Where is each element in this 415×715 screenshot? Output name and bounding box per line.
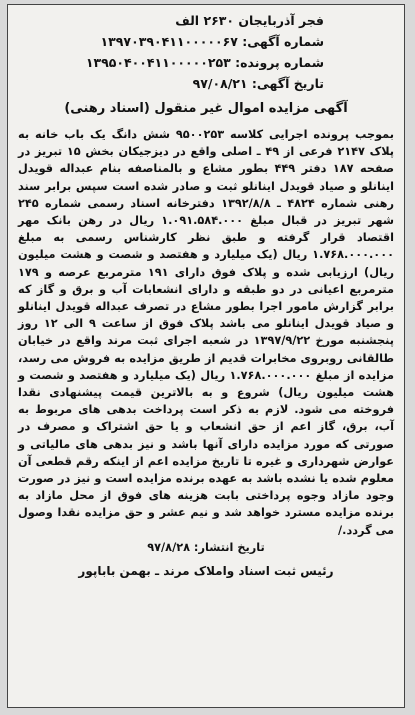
notice-title: آگهی مزایده اموال غیر منقول (اسناد رهنی) [64,101,348,116]
case-number: شماره پرونده: ۱۳۹۵۰۴۰۰۴۱۱۰۰۰۰۰۲۵۳ [85,55,324,70]
notice-date: تاریخ آگهی: ۹۷/۰۸/۲۱ [192,76,324,91]
notice-number: شماره آگهی: ۱۳۹۷۰۳۹۰۴۱۱۰۰۰۰۰۶۷ [100,34,324,49]
newspaper-code: فجر آذربایجان ۲۶۳۰ الف [175,13,324,28]
signature-line: رئیس ثبت اسناد واملاک مرند ـ بهمن باباپور [78,563,334,578]
publish-date: تاریخ انتشار: ۹۷/۸/۲۸ [147,540,265,554]
auction-notice [7,4,405,708]
notice-body: بموجب پرونده اجرایی کلاسه ۹۵۰۰۲۵۳ شش دانگ یک باب خانه به پلاک ۲۱۴۷ فرعی از ۴۹ ـ اصلی واقع در دیزجیکان بخش ۱۵ تبریز در صفحه ۱۸۷ دفتر ۴۴۹ بطور مشاع و بالمناصفه بنام عبداله قویدل اینانلو و صیاد قویدل اینانلو ثبت و صادر شده است سپس برابر سند رهنی شماره ۴۸۲۴ ـ ۱۳۹۲/۸/۸ دفترخانه اسناد رسمی شماره ۲۴۵ شهر تبریز در قبال مبلغ ۱.۰۹۱.۵۸۴.۰۰۰ ریال در رهن بانک مهر اقتصاد قرار گرفته و طبق نظر کارشناس رسمی به مبلغ ۱.۷۶۸.۰۰۰.۰۰۰ ریال (یک میلیارد و هفتصد و شصت و هشت میلیون ریال) ارزیابی شده و پلاک فوق دارای ۱۹۱ مترمربع عرصه و ۱۷۹ مترمربع اعیانی در دو طبقه و دارای انشعابات آب و برق و گاز که برابر گزارش مامور اجرا بطور مشاع در تصرف عبداله قویدل اینانلو و صیاد قویدل اینانلو می باشد پلاک فوق از ساعت ۹ الی ۱۲ روز پنجشنبه مورخ ۱۳۹۷/۹/۲۲ در شعبه اجرای ثبت مرند واقع در خیابان طالقانی روبروی مخابرات قدیم از طریق مزایده به فروش می رسد، مزایده از مبلغ ۱.۷۶۸.۰۰۰.۰۰۰ ریال (یک میلیارد و هفتصد و شصت و هشت میلیون ریال) شروع و به بالاترین قیمت پیشنهادی نقدا فروخته می شود. لازم به ذکر است پرداخت بدهی های مربوط به آب، برق، گاز اعم از حق انشعاب و یا حق اشتراک و مصرف در صورتی که مورد مزایده دارای آنها باشد و نیز بدهی های مالیاتی و عوارض شهرداری و غیره تا تاریخ مزایده اعم از اینکه رقم قطعی آن معلوم شده یا نشده باشد به عهده برنده مزایده است و نیز در صورت وجود مازاد وجوه پرداختی بابت هزینه های فوق از محل مازاد به برنده مزایده مسترد خواهد شد و نیم عشر و حق مزایده نقدا وصول می گردد./ [18,128,395,537]
